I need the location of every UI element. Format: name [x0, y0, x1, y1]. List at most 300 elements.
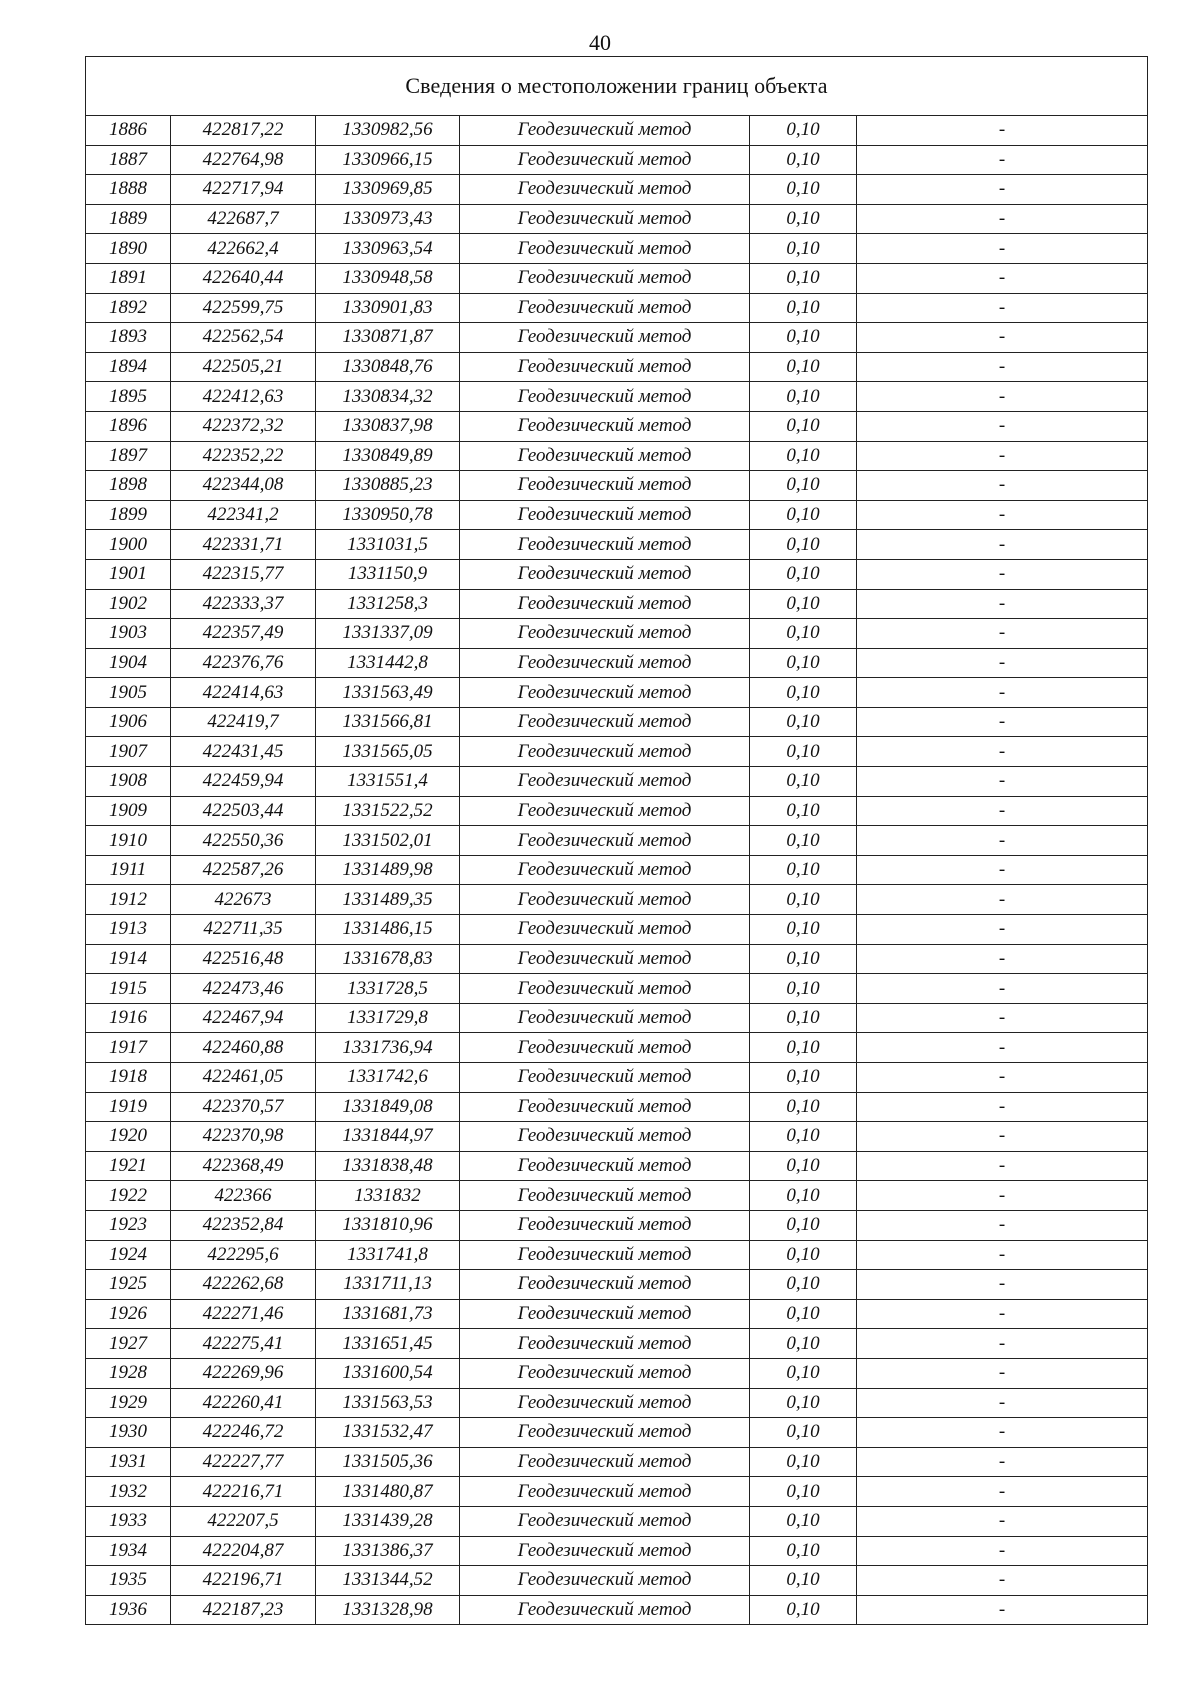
method-cell: Геодезический метод [460, 1063, 750, 1093]
y-coordinate-cell: 1331486,15 [316, 915, 460, 945]
accuracy-cell: 0,10 [750, 619, 857, 649]
x-coordinate-cell: 422275,41 [171, 1329, 316, 1359]
method-cell: Геодезический метод [460, 678, 750, 708]
method-cell: Геодезический метод [460, 1329, 750, 1359]
description-cell: - [857, 944, 1148, 974]
point-number-cell: 1891 [86, 263, 171, 293]
x-coordinate-cell: 422764,98 [171, 145, 316, 175]
method-cell: Геодезический метод [460, 737, 750, 767]
table-row [86, 1358, 1148, 1388]
y-coordinate-cell: 1331810,96 [316, 1210, 460, 1240]
y-coordinate-cell: 1331522,52 [316, 796, 460, 826]
x-coordinate-cell: 422376,76 [171, 648, 316, 678]
description-cell: - [857, 175, 1148, 205]
method-cell: Геодезический метод [460, 796, 750, 826]
y-coordinate-cell: 1331258,3 [316, 589, 460, 619]
y-coordinate-cell: 1331600,54 [316, 1358, 460, 1388]
x-coordinate-cell: 422368,49 [171, 1151, 316, 1181]
method-cell: Геодезический метод [460, 471, 750, 501]
table-title-row [86, 57, 1148, 116]
point-number-cell: 1920 [86, 1122, 171, 1152]
accuracy-cell: 0,10 [750, 382, 857, 412]
x-coordinate-cell: 422587,26 [171, 855, 316, 885]
boundary-coordinates-table [85, 56, 1148, 1625]
table-row [86, 1270, 1148, 1300]
point-number-cell: 1898 [86, 471, 171, 501]
x-coordinate-cell: 422687,7 [171, 204, 316, 234]
point-number-cell: 1904 [86, 648, 171, 678]
point-number-cell: 1931 [86, 1447, 171, 1477]
x-coordinate-cell: 422459,94 [171, 767, 316, 797]
table-row [86, 678, 1148, 708]
description-cell: - [857, 1358, 1148, 1388]
point-number-cell: 1903 [86, 619, 171, 649]
accuracy-cell: 0,10 [750, 293, 857, 323]
point-number-cell: 1915 [86, 974, 171, 1004]
x-coordinate-cell: 422505,21 [171, 352, 316, 382]
accuracy-cell: 0,10 [750, 145, 857, 175]
y-coordinate-cell: 1331480,87 [316, 1477, 460, 1507]
method-cell: Геодезический метод [460, 826, 750, 856]
table-row [86, 1240, 1148, 1270]
point-number-cell: 1924 [86, 1240, 171, 1270]
description-cell: - [857, 1595, 1148, 1625]
y-coordinate-cell: 1331563,49 [316, 678, 460, 708]
accuracy-cell: 0,10 [750, 1388, 857, 1418]
x-coordinate-cell: 422207,5 [171, 1506, 316, 1536]
y-coordinate-cell: 1331681,73 [316, 1299, 460, 1329]
table-row [86, 944, 1148, 974]
accuracy-cell: 0,10 [750, 1003, 857, 1033]
x-coordinate-cell: 422341,2 [171, 500, 316, 530]
point-number-cell: 1887 [86, 145, 171, 175]
description-cell: - [857, 619, 1148, 649]
description-cell: - [857, 352, 1148, 382]
y-coordinate-cell: 1330871,87 [316, 323, 460, 353]
y-coordinate-cell: 1331344,52 [316, 1566, 460, 1596]
y-coordinate-cell: 1330948,58 [316, 263, 460, 293]
table-row [86, 559, 1148, 589]
y-coordinate-cell: 1330837,98 [316, 411, 460, 441]
x-coordinate-cell: 422352,84 [171, 1210, 316, 1240]
point-number-cell: 1914 [86, 944, 171, 974]
method-cell: Геодезический метод [460, 1536, 750, 1566]
table-row [86, 648, 1148, 678]
point-number-cell: 1894 [86, 352, 171, 382]
y-coordinate-cell: 1331489,98 [316, 855, 460, 885]
point-number-cell: 1930 [86, 1418, 171, 1448]
table-row [86, 885, 1148, 915]
x-coordinate-cell: 422352,22 [171, 441, 316, 471]
accuracy-cell: 0,10 [750, 885, 857, 915]
x-coordinate-cell: 422227,77 [171, 1447, 316, 1477]
table-row [86, 1210, 1148, 1240]
table-row [86, 1122, 1148, 1152]
table-row [86, 145, 1148, 175]
method-cell: Геодезический метод [460, 204, 750, 234]
x-coordinate-cell: 422419,7 [171, 707, 316, 737]
accuracy-cell: 0,10 [750, 648, 857, 678]
accuracy-cell: 0,10 [750, 1536, 857, 1566]
point-number-cell: 1901 [86, 559, 171, 589]
table-row [86, 707, 1148, 737]
method-cell: Геодезический метод [460, 707, 750, 737]
accuracy-cell: 0,10 [750, 263, 857, 293]
y-coordinate-cell: 1331742,6 [316, 1063, 460, 1093]
table-row [86, 1299, 1148, 1329]
y-coordinate-cell: 1330901,83 [316, 293, 460, 323]
table-row [86, 116, 1148, 146]
y-coordinate-cell: 1331386,37 [316, 1536, 460, 1566]
y-coordinate-cell: 1330963,54 [316, 234, 460, 264]
description-cell: - [857, 204, 1148, 234]
y-coordinate-cell: 1330966,15 [316, 145, 460, 175]
accuracy-cell: 0,10 [750, 175, 857, 205]
y-coordinate-cell: 1330982,56 [316, 116, 460, 146]
x-coordinate-cell: 422333,37 [171, 589, 316, 619]
point-number-cell: 1889 [86, 204, 171, 234]
accuracy-cell: 0,10 [750, 1418, 857, 1448]
y-coordinate-cell: 1330849,89 [316, 441, 460, 471]
accuracy-cell: 0,10 [750, 589, 857, 619]
description-cell: - [857, 1003, 1148, 1033]
table-row [86, 1566, 1148, 1596]
method-cell: Геодезический метод [460, 885, 750, 915]
x-coordinate-cell: 422817,22 [171, 116, 316, 146]
table-row [86, 1092, 1148, 1122]
y-coordinate-cell: 1331489,35 [316, 885, 460, 915]
y-coordinate-cell: 1331337,09 [316, 619, 460, 649]
method-cell: Геодезический метод [460, 145, 750, 175]
method-cell: Геодезический метод [460, 1477, 750, 1507]
method-cell: Геодезический метод [460, 1181, 750, 1211]
x-coordinate-cell: 422460,88 [171, 1033, 316, 1063]
x-coordinate-cell: 422216,71 [171, 1477, 316, 1507]
table-row [86, 1447, 1148, 1477]
x-coordinate-cell: 422412,63 [171, 382, 316, 412]
point-number-cell: 1907 [86, 737, 171, 767]
table-row [86, 619, 1148, 649]
table-row [86, 530, 1148, 560]
accuracy-cell: 0,10 [750, 1566, 857, 1596]
description-cell: - [857, 1536, 1148, 1566]
table-row [86, 974, 1148, 1004]
accuracy-cell: 0,10 [750, 411, 857, 441]
description-cell: - [857, 1210, 1148, 1240]
table-row [86, 737, 1148, 767]
table-row [86, 796, 1148, 826]
method-cell: Геодезический метод [460, 767, 750, 797]
y-coordinate-cell: 1331442,8 [316, 648, 460, 678]
x-coordinate-cell: 422246,72 [171, 1418, 316, 1448]
point-number-cell: 1917 [86, 1033, 171, 1063]
y-coordinate-cell: 1331736,94 [316, 1033, 460, 1063]
x-coordinate-cell: 422331,71 [171, 530, 316, 560]
x-coordinate-cell: 422344,08 [171, 471, 316, 501]
accuracy-cell: 0,10 [750, 855, 857, 885]
accuracy-cell: 0,10 [750, 441, 857, 471]
table-row [86, 1477, 1148, 1507]
accuracy-cell: 0,10 [750, 1358, 857, 1388]
description-cell: - [857, 1447, 1148, 1477]
point-number-cell: 1922 [86, 1181, 171, 1211]
accuracy-cell: 0,10 [750, 471, 857, 501]
description-cell: - [857, 648, 1148, 678]
y-coordinate-cell: 1330834,32 [316, 382, 460, 412]
method-cell: Геодезический метод [460, 1270, 750, 1300]
y-coordinate-cell: 1331728,5 [316, 974, 460, 1004]
accuracy-cell: 0,10 [750, 1447, 857, 1477]
y-coordinate-cell: 1330969,85 [316, 175, 460, 205]
point-number-cell: 1926 [86, 1299, 171, 1329]
accuracy-cell: 0,10 [750, 1033, 857, 1063]
table-row [86, 1033, 1148, 1063]
point-number-cell: 1921 [86, 1151, 171, 1181]
accuracy-cell: 0,10 [750, 204, 857, 234]
y-coordinate-cell: 1331844,97 [316, 1122, 460, 1152]
x-coordinate-cell: 422315,77 [171, 559, 316, 589]
description-cell: - [857, 1270, 1148, 1300]
description-cell: - [857, 1418, 1148, 1448]
y-coordinate-cell: 1330848,76 [316, 352, 460, 382]
point-number-cell: 1909 [86, 796, 171, 826]
accuracy-cell: 0,10 [750, 1063, 857, 1093]
y-coordinate-cell: 1331729,8 [316, 1003, 460, 1033]
y-coordinate-cell: 1331832 [316, 1181, 460, 1211]
point-number-cell: 1919 [86, 1092, 171, 1122]
description-cell: - [857, 796, 1148, 826]
accuracy-cell: 0,10 [750, 1181, 857, 1211]
x-coordinate-cell: 422414,63 [171, 678, 316, 708]
description-cell: - [857, 234, 1148, 264]
method-cell: Геодезический метод [460, 234, 750, 264]
accuracy-cell: 0,10 [750, 1595, 857, 1625]
description-cell: - [857, 826, 1148, 856]
description-cell: - [857, 530, 1148, 560]
method-cell: Геодезический метод [460, 915, 750, 945]
description-cell: - [857, 1063, 1148, 1093]
x-coordinate-cell: 422366 [171, 1181, 316, 1211]
table-row [86, 1181, 1148, 1211]
method-cell: Геодезический метод [460, 1299, 750, 1329]
y-coordinate-cell: 1331849,08 [316, 1092, 460, 1122]
description-cell: - [857, 1092, 1148, 1122]
method-cell: Геодезический метод [460, 352, 750, 382]
accuracy-cell: 0,10 [750, 974, 857, 1004]
accuracy-cell: 0,10 [750, 915, 857, 945]
table-row [86, 1595, 1148, 1625]
point-number-cell: 1925 [86, 1270, 171, 1300]
accuracy-cell: 0,10 [750, 1122, 857, 1152]
description-cell: - [857, 855, 1148, 885]
y-coordinate-cell: 1331532,47 [316, 1418, 460, 1448]
method-cell: Геодезический метод [460, 1388, 750, 1418]
description-cell: - [857, 1033, 1148, 1063]
point-number-cell: 1886 [86, 116, 171, 146]
description-cell: - [857, 1151, 1148, 1181]
method-cell: Геодезический метод [460, 441, 750, 471]
table-row [86, 826, 1148, 856]
x-coordinate-cell: 422467,94 [171, 1003, 316, 1033]
y-coordinate-cell: 1331439,28 [316, 1506, 460, 1536]
method-cell: Геодезический метод [460, 500, 750, 530]
accuracy-cell: 0,10 [750, 323, 857, 353]
table-row [86, 589, 1148, 619]
point-number-cell: 1902 [86, 589, 171, 619]
table-row [86, 441, 1148, 471]
table-row [86, 1329, 1148, 1359]
x-coordinate-cell: 422295,6 [171, 1240, 316, 1270]
table-row [86, 1418, 1148, 1448]
x-coordinate-cell: 422204,87 [171, 1536, 316, 1566]
method-cell: Геодезический метод [460, 974, 750, 1004]
accuracy-cell: 0,10 [750, 1506, 857, 1536]
table-row [86, 1388, 1148, 1418]
method-cell: Геодезический метод [460, 293, 750, 323]
accuracy-cell: 0,10 [750, 1477, 857, 1507]
table-row [86, 1506, 1148, 1536]
x-coordinate-cell: 422640,44 [171, 263, 316, 293]
description-cell: - [857, 293, 1148, 323]
x-coordinate-cell: 422516,48 [171, 944, 316, 974]
y-coordinate-cell: 1331838,48 [316, 1151, 460, 1181]
method-cell: Геодезический метод [460, 1447, 750, 1477]
table-row [86, 1063, 1148, 1093]
y-coordinate-cell: 1331566,81 [316, 707, 460, 737]
y-coordinate-cell: 1330950,78 [316, 500, 460, 530]
accuracy-cell: 0,10 [750, 826, 857, 856]
description-cell: - [857, 116, 1148, 146]
accuracy-cell: 0,10 [750, 500, 857, 530]
y-coordinate-cell: 1331563,53 [316, 1388, 460, 1418]
x-coordinate-cell: 422717,94 [171, 175, 316, 205]
point-number-cell: 1896 [86, 411, 171, 441]
table-row [86, 411, 1148, 441]
method-cell: Геодезический метод [460, 1595, 750, 1625]
description-cell: - [857, 382, 1148, 412]
description-cell: - [857, 559, 1148, 589]
point-number-cell: 1927 [86, 1329, 171, 1359]
accuracy-cell: 0,10 [750, 678, 857, 708]
method-cell: Геодезический метод [460, 411, 750, 441]
description-cell: - [857, 1122, 1148, 1152]
accuracy-cell: 0,10 [750, 116, 857, 146]
y-coordinate-cell: 1331328,98 [316, 1595, 460, 1625]
description-cell: - [857, 737, 1148, 767]
description-cell: - [857, 589, 1148, 619]
description-cell: - [857, 1329, 1148, 1359]
point-number-cell: 1928 [86, 1358, 171, 1388]
method-cell: Геодезический метод [460, 323, 750, 353]
table-row [86, 767, 1148, 797]
table-row [86, 263, 1148, 293]
description-cell: - [857, 1388, 1148, 1418]
description-cell: - [857, 411, 1148, 441]
method-cell: Геодезический метод [460, 116, 750, 146]
point-number-cell: 1892 [86, 293, 171, 323]
point-number-cell: 1899 [86, 500, 171, 530]
x-coordinate-cell: 422269,96 [171, 1358, 316, 1388]
point-number-cell: 1908 [86, 767, 171, 797]
description-cell: - [857, 441, 1148, 471]
description-cell: - [857, 1566, 1148, 1596]
x-coordinate-cell: 422357,49 [171, 619, 316, 649]
point-number-cell: 1936 [86, 1595, 171, 1625]
method-cell: Геодезический метод [460, 1122, 750, 1152]
point-number-cell: 1929 [86, 1388, 171, 1418]
method-cell: Геодезический метод [460, 1033, 750, 1063]
point-number-cell: 1935 [86, 1566, 171, 1596]
point-number-cell: 1913 [86, 915, 171, 945]
y-coordinate-cell: 1331505,36 [316, 1447, 460, 1477]
description-cell: - [857, 471, 1148, 501]
point-number-cell: 1916 [86, 1003, 171, 1033]
table-row [86, 471, 1148, 501]
description-cell: - [857, 974, 1148, 1004]
x-coordinate-cell: 422196,71 [171, 1566, 316, 1596]
accuracy-cell: 0,10 [750, 1329, 857, 1359]
description-cell: - [857, 1506, 1148, 1536]
accuracy-cell: 0,10 [750, 796, 857, 826]
method-cell: Геодезический метод [460, 263, 750, 293]
point-number-cell: 1918 [86, 1063, 171, 1093]
method-cell: Геодезический метод [460, 559, 750, 589]
accuracy-cell: 0,10 [750, 234, 857, 264]
accuracy-cell: 0,10 [750, 737, 857, 767]
accuracy-cell: 0,10 [750, 530, 857, 560]
x-coordinate-cell: 422503,44 [171, 796, 316, 826]
description-cell: - [857, 1477, 1148, 1507]
x-coordinate-cell: 422461,05 [171, 1063, 316, 1093]
accuracy-cell: 0,10 [750, 1151, 857, 1181]
point-number-cell: 1932 [86, 1477, 171, 1507]
x-coordinate-cell: 422562,54 [171, 323, 316, 353]
x-coordinate-cell: 422187,23 [171, 1595, 316, 1625]
method-cell: Геодезический метод [460, 1092, 750, 1122]
y-coordinate-cell: 1331678,83 [316, 944, 460, 974]
description-cell: - [857, 707, 1148, 737]
table-row [86, 175, 1148, 205]
table-row [86, 1003, 1148, 1033]
description-cell: - [857, 1299, 1148, 1329]
x-coordinate-cell: 422262,68 [171, 1270, 316, 1300]
table-row [86, 855, 1148, 885]
method-cell: Геодезический метод [460, 1003, 750, 1033]
description-cell: - [857, 767, 1148, 797]
y-coordinate-cell: 1331565,05 [316, 737, 460, 767]
table-row [86, 352, 1148, 382]
description-cell: - [857, 1181, 1148, 1211]
method-cell: Геодезический метод [460, 530, 750, 560]
accuracy-cell: 0,10 [750, 707, 857, 737]
x-coordinate-cell: 422271,46 [171, 1299, 316, 1329]
accuracy-cell: 0,10 [750, 944, 857, 974]
point-number-cell: 1911 [86, 855, 171, 885]
description-cell: - [857, 885, 1148, 915]
table-row [86, 382, 1148, 412]
description-cell: - [857, 323, 1148, 353]
accuracy-cell: 0,10 [750, 1270, 857, 1300]
x-coordinate-cell: 422473,46 [171, 974, 316, 1004]
table-row [86, 293, 1148, 323]
method-cell: Геодезический метод [460, 1418, 750, 1448]
point-number-cell: 1905 [86, 678, 171, 708]
method-cell: Геодезический метод [460, 175, 750, 205]
y-coordinate-cell: 1331150,9 [316, 559, 460, 589]
x-coordinate-cell: 422662,4 [171, 234, 316, 264]
y-coordinate-cell: 1331711,13 [316, 1270, 460, 1300]
table-row [86, 204, 1148, 234]
